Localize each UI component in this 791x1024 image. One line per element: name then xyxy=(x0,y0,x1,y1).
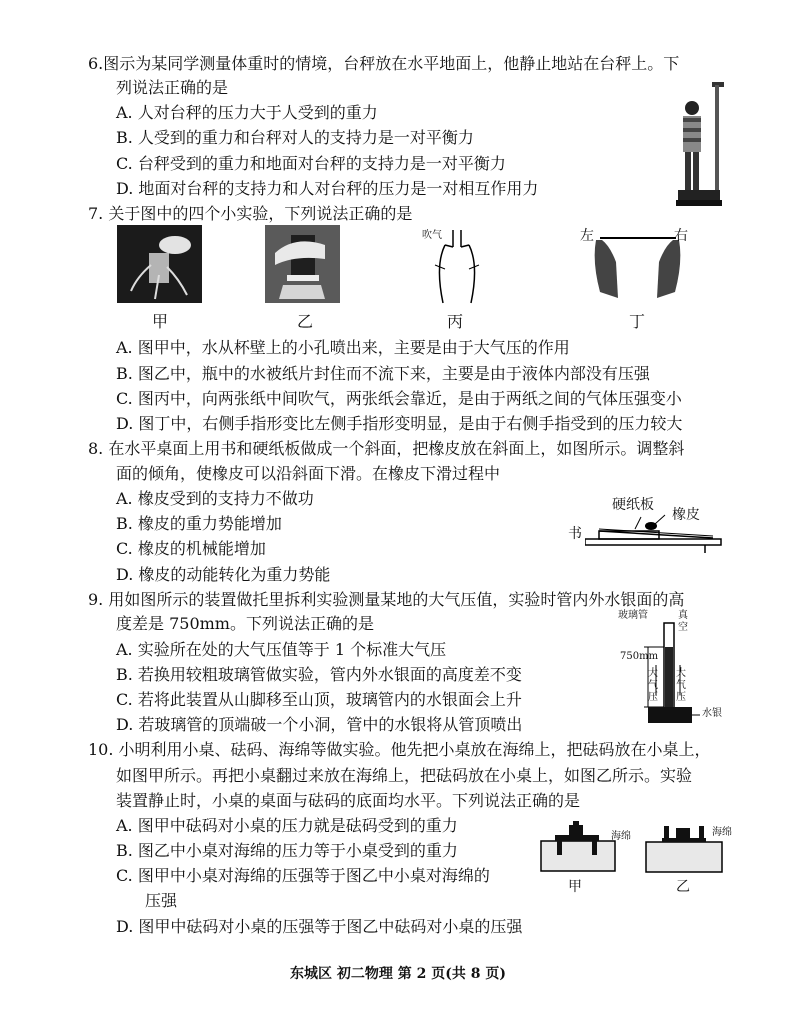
incline-figure xyxy=(585,505,725,555)
right-label: 右 xyxy=(674,228,688,244)
fig-height-label: 750mm xyxy=(620,651,659,662)
fig-tube-label: 玻璃管 xyxy=(618,610,648,621)
q10-option-c-line2: 压强 xyxy=(145,891,178,910)
q6-stem-line1: 6.图示为某同学测量体重时的情境，台秤放在水平地面上，他静止地站在台秤上。下 xyxy=(88,54,680,73)
q6-option-d: D. 地面对台秤的支持力和人对台秤的压力是一对相互作用力 xyxy=(116,179,539,198)
q9-stem-line2: 度差是 750mm。下列说法正确的是 xyxy=(116,614,374,633)
fig-caption-jia: 甲 xyxy=(568,879,582,895)
q8-option-d: D. 橡皮的动能转化为重力势能 xyxy=(116,565,331,584)
fig-atm-right-3: 压 xyxy=(676,692,686,703)
q8-option-b: B. 橡皮的重力势能增加 xyxy=(116,514,282,533)
fig-atm-right-1: 大 xyxy=(676,668,686,679)
fig-caption-yi: 乙 xyxy=(676,879,690,895)
figure-ding-pencil-fingers xyxy=(590,232,685,302)
q7-option-d: D. 图丁中，右侧手指形变比左侧手指形变明显，是由于右侧手指受到的压力较大 xyxy=(116,414,683,433)
q6-option-a: A. 人对台秤的压力大于人受到的重力 xyxy=(116,103,378,122)
q10-option-d: D. 图甲中砝码对小桌的压强等于图乙中砝码对小桌的压强 xyxy=(116,917,523,936)
q9-option-c: C. 若将此装置从山脚移至山顶，玻璃管内的水银面会上升 xyxy=(116,690,522,709)
fig-atm-left-1: 大 xyxy=(648,668,658,679)
fig-mercury-label: 水银 xyxy=(702,708,722,719)
q8-stem-line2: 面的倾角，使橡皮可以沿斜面下滑。在橡皮下滑过程中 xyxy=(116,464,501,483)
fig-eraser-label: 橡皮 xyxy=(672,507,700,523)
q8-option-a: A. 橡皮受到的支持力不做功 xyxy=(116,489,314,508)
q7-option-b: B. 图乙中，瓶中的水被纸片封住而不流下来，主要是由于液体内部没有压强 xyxy=(116,364,650,383)
q10-option-b: B. 图乙中小桌对海绵的压力等于小桌受到的重力 xyxy=(116,841,458,860)
fig-vacuum-label-1: 真 xyxy=(678,610,688,621)
q8-stem-line1: 8. 在水平桌面上用书和硬纸板做成一个斜面，把橡皮放在斜面上，如图所示。调整斜 xyxy=(88,439,685,458)
q7-stem: 7. 关于图中的四个小实验，下列说法正确的是 xyxy=(88,204,413,223)
figure-yi-photo xyxy=(265,225,340,303)
fig-book-label: 书 xyxy=(568,526,582,542)
q10-stem-line1: 10. 小明利用小桌、砝码、海绵等做实验。他先把小桌放在海绵上，把砝码放在小桌上， xyxy=(88,740,711,759)
q7-option-a: A. 图甲中，水从杯壁上的小孔喷出来，主要是由于大气压的作用 xyxy=(116,338,570,357)
fig-board-label: 硬纸板 xyxy=(612,497,654,513)
q9-stem-line1: 9. 用如图所示的装置做托里拆利实验测量某地的大气压值，实验时管内外水银面的高 xyxy=(88,590,685,609)
q10-option-c-line1: C. 图甲中小桌对海绵的压强等于图乙中小桌对海绵的 xyxy=(116,866,490,885)
fig-sponge-label-jia: 海绵 xyxy=(611,831,631,842)
q6-option-c: C. 台秤受到的重力和地面对台秤的支持力是一对平衡力 xyxy=(116,154,506,173)
figure-jia-photo xyxy=(117,225,202,303)
q6-option-b: B. 人受到的重力和台秤对人的支持力是一对平衡力 xyxy=(116,128,474,147)
q9-option-a: A. 实验所在处的大气压值等于 1 个标准大气压 xyxy=(116,640,447,659)
fig-atm-left-3: 压 xyxy=(648,692,658,703)
q10-stem-line2: 如图甲所示。再把小桌翻过来放在海绵上，把砝码放在小桌上，如图乙所示。实验 xyxy=(116,766,693,785)
fig-atm-left-2: 气 xyxy=(648,680,658,691)
page-footer: 东城区 初二物理 第 2 页(共 8 页) xyxy=(290,966,506,982)
q9-option-b: B. 若换用较粗玻璃管做实验，管内外水银面的高度差不变 xyxy=(116,665,522,684)
fig-atm-right-2: 气 xyxy=(676,680,686,691)
fig-vacuum-label-2: 空 xyxy=(678,622,688,633)
q8-option-c: C. 橡皮的机械能增加 xyxy=(116,539,266,558)
caption-ding: 丁 xyxy=(629,312,646,331)
sponge-figure-jia xyxy=(535,815,625,875)
blow-air-label: 吹气 xyxy=(422,230,442,241)
q10-option-a: A. 图甲中砝码对小桌的压力就是砝码受到的重力 xyxy=(116,816,458,835)
caption-bing: 丙 xyxy=(447,312,464,331)
left-label: 左 xyxy=(580,228,594,244)
fig-sponge-label-yi: 海绵 xyxy=(712,827,732,838)
q10-stem-line3: 装置静止时，小桌的桌面与砝码的底面均水平。下列说法正确的是 xyxy=(116,791,581,810)
caption-jia: 甲 xyxy=(152,312,169,331)
q9-option-d: D. 若玻璃管的顶端破一个小洞，管中的水银将从管顶喷出 xyxy=(116,715,523,734)
q6-stem-line2: 列说法正确的是 xyxy=(116,78,229,97)
scale-person-figure xyxy=(670,80,730,210)
q7-option-c: C. 图丙中，向两张纸中间吹气，两张纸会靠近，是由于两纸之间的气体压强变小 xyxy=(116,389,682,408)
caption-yi: 乙 xyxy=(297,312,314,331)
